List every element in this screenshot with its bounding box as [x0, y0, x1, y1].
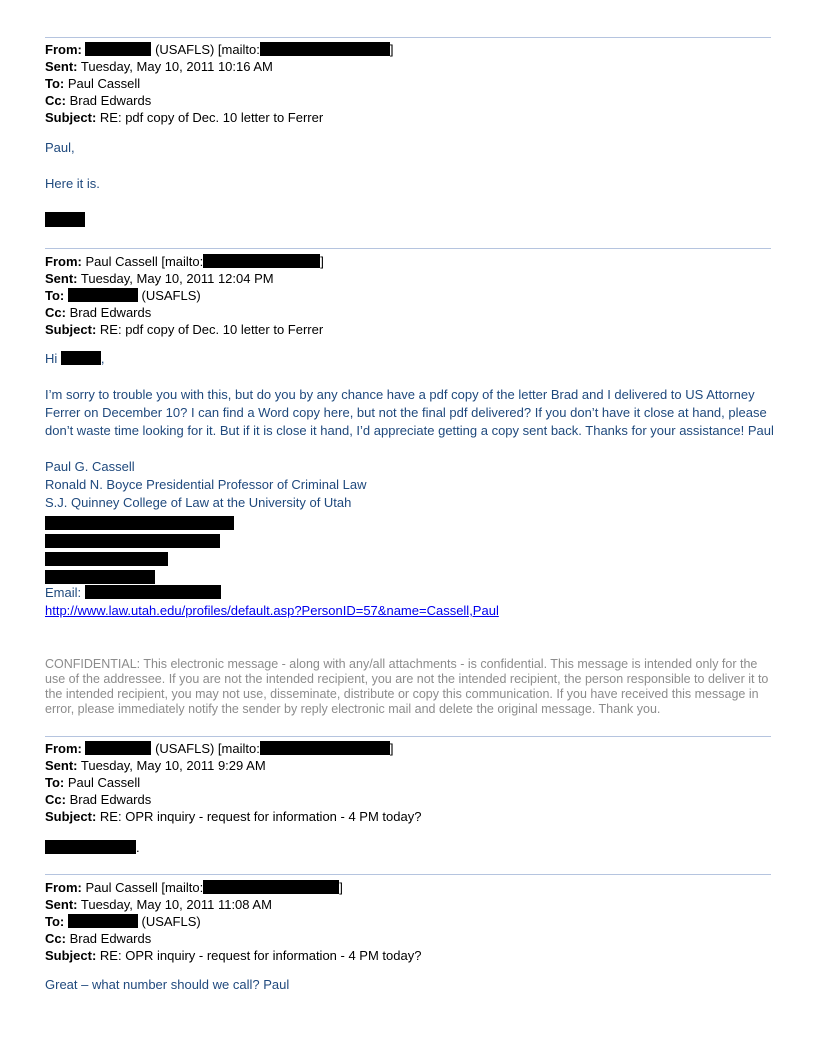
- redaction-block: [203, 254, 320, 268]
- email-line: [45, 584, 775, 602]
- redaction-block: [260, 741, 390, 755]
- redaction-block: [68, 288, 138, 302]
- from-value: Paul Cassell [mailto:: [85, 880, 204, 895]
- sent-label: Sent:: [45, 897, 78, 912]
- subject-value: RE: OPR inquiry - request for information - 4 PM today?: [99, 948, 422, 963]
- signature-block: [45, 458, 775, 620]
- email-separator: [45, 874, 771, 875]
- body-paragraph: I’m sorry to trouble you with this, but do you by any chance have a pdf copy of the letter Brad and I delivered to US Attorney Ferrer on December 10? I can find a Word copy here, but not the final pdf delivered? If you don’t have it close at hand, please don’t waste time looking for it. But if it is close it hand, I’d appreciate getting a copy sent back. Thanks for your assistance! Paul: [45, 387, 774, 438]
- redaction-block: [45, 570, 155, 584]
- redaction-block: [85, 585, 221, 599]
- sent-value: Tuesday, May 10, 2011 11:08 AM: [80, 897, 272, 912]
- email-separator: [45, 736, 771, 737]
- to-value: (USAFLS): [141, 914, 201, 929]
- sent-label: Sent:: [45, 758, 78, 773]
- redaction-block: [203, 880, 339, 894]
- to-label: To:: [45, 288, 65, 303]
- cc-label: Cc:: [45, 93, 66, 108]
- email-separator: [45, 37, 771, 38]
- sent-label: Sent:: [45, 271, 78, 286]
- to-label: To:: [45, 775, 65, 790]
- from-value: Paul Cassell [mailto:: [85, 254, 204, 269]
- confidentiality-notice: CONFIDENTIAL: This electronic message - along with any/all attachments - is confidential. This message is intended only for the use of the addressee. If you are not the intended recipient, you are not the intended recipient, the person responsible to deliver it to the intended recipient, you may not use, disseminate, distribute or copy this communication. If you have received this message in error, please immediately notify the sender by reply electronic mail and delete the original message. Thank you.: [45, 657, 769, 716]
- sent-value: Tuesday, May 10, 2011 9:29 AM: [80, 758, 266, 773]
- to-value: (USAFLS): [141, 288, 201, 303]
- bracket-close: ]: [339, 880, 343, 895]
- redaction-block: [45, 840, 136, 854]
- from-value: (USAFLS) [mailto:: [155, 42, 260, 57]
- sent-value: Tuesday, May 10, 2011 12:04 PM: [80, 271, 274, 286]
- email-header: [45, 740, 421, 825]
- redaction-block: [45, 516, 234, 530]
- redaction-block: [85, 42, 151, 56]
- to-value: Paul Cassell: [67, 76, 141, 91]
- signature-line: S.J. Quinney College of Law at the University of Utah: [45, 495, 352, 510]
- redaction-block: [68, 914, 138, 928]
- subject-label: Subject:: [45, 110, 97, 125]
- subject-value: RE: pdf copy of Dec. 10 letter to Ferrer: [99, 322, 324, 337]
- body-end: .: [136, 840, 140, 855]
- redaction-block: [85, 741, 151, 755]
- to-label: To:: [45, 914, 65, 929]
- bracket-close: ]: [320, 254, 324, 269]
- signature-line: Ronald N. Boyce Presidential Professor of Criminal Law: [45, 477, 367, 492]
- subject-label: Subject:: [45, 322, 97, 337]
- email-body: [45, 839, 775, 857]
- body-line: Here it is.: [45, 176, 100, 191]
- sent-label: Sent:: [45, 59, 78, 74]
- greeting-text: Hi: [45, 351, 58, 366]
- subject-value: RE: OPR inquiry - request for information - 4 PM today?: [99, 809, 422, 824]
- cc-value: Brad Edwards: [69, 305, 152, 320]
- redaction-block: [45, 552, 168, 566]
- body-line: Great – what number should we call? Paul: [45, 977, 290, 992]
- signature-line: Paul G. Cassell: [45, 459, 135, 474]
- from-label: From:: [45, 880, 82, 895]
- from-label: From:: [45, 254, 82, 269]
- redaction-block: [260, 42, 390, 56]
- cc-value: Brad Edwards: [69, 792, 152, 807]
- body-line: Paul,: [45, 140, 75, 155]
- cc-value: Brad Edwards: [69, 931, 152, 946]
- greeting-line: [45, 350, 775, 368]
- to-value: Paul Cassell: [67, 775, 141, 790]
- redaction-block: [45, 212, 85, 227]
- body-line: [45, 839, 775, 857]
- to-label: To:: [45, 76, 65, 91]
- from-label: From:: [45, 42, 82, 57]
- bracket-close: ]: [389, 42, 394, 57]
- profile-link[interactable]: http://www.law.utah.edu/profiles/default.asp?PersonID=57&name=Cassell,Paul: [45, 603, 499, 618]
- email-header: [45, 253, 324, 338]
- email-label: Email:: [45, 585, 82, 600]
- redaction-block: [61, 351, 101, 365]
- bracket-close: ]: [389, 741, 394, 756]
- cc-label: Cc:: [45, 931, 66, 946]
- subject-label: Subject:: [45, 809, 97, 824]
- email-body: [45, 976, 775, 994]
- email-header: [45, 41, 393, 126]
- greeting-comma: ,: [100, 351, 105, 366]
- email-body: [45, 350, 775, 620]
- sent-value: Tuesday, May 10, 2011 10:16 AM: [80, 59, 273, 74]
- redaction-block: [45, 534, 220, 548]
- subject-value: RE: pdf copy of Dec. 10 letter to Ferrer: [99, 110, 324, 125]
- cc-value: Brad Edwards: [69, 93, 152, 108]
- cc-label: Cc:: [45, 792, 66, 807]
- email-separator: [45, 248, 771, 249]
- from-label: From:: [45, 741, 82, 756]
- cc-label: Cc:: [45, 305, 66, 320]
- email-header: [45, 879, 421, 964]
- subject-label: Subject:: [45, 948, 97, 963]
- from-value: (USAFLS) [mailto:: [155, 741, 260, 756]
- email-body: [45, 139, 775, 230]
